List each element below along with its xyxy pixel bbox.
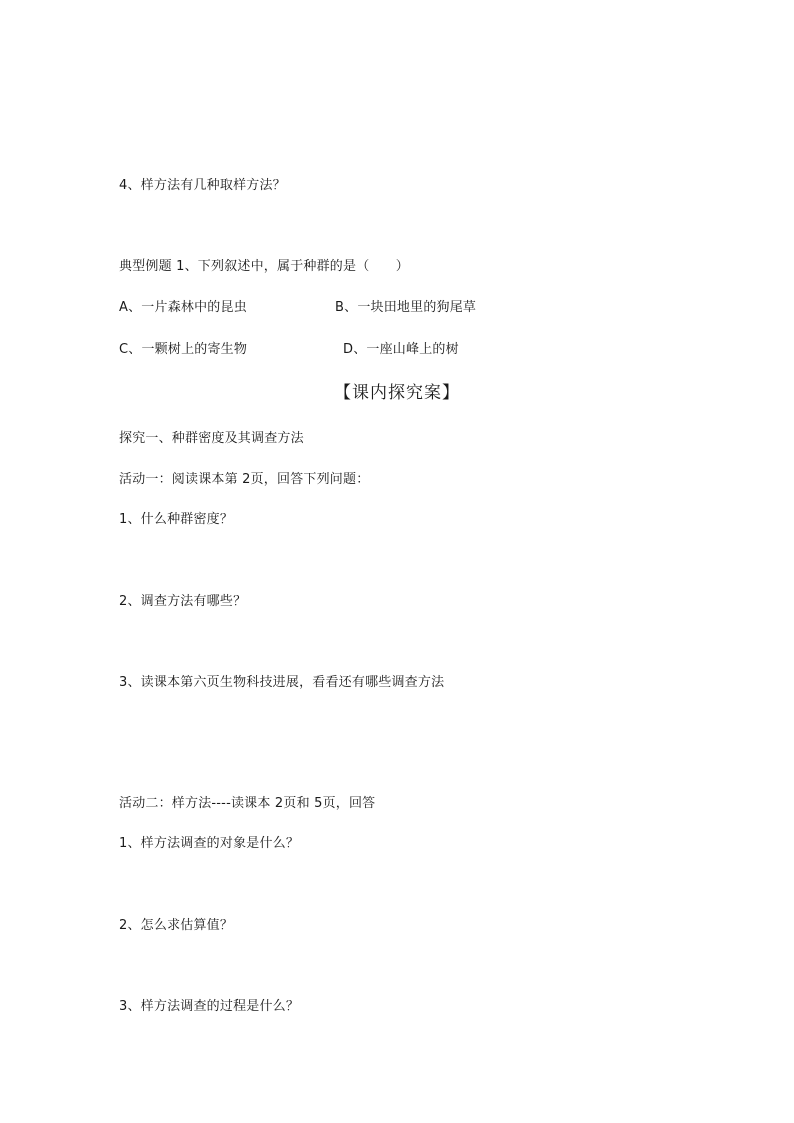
activity-2-question-3: 3、样方法调查的过程是什么？ — [119, 999, 300, 1014]
inquiry-title: 探究一、种群密度及其调查方法 — [119, 431, 304, 446]
option-c: C、一颗树上的寄生物 — [119, 342, 248, 357]
activity-1-title: 活动一：阅读课本第 2页，回答下列问题： — [119, 472, 370, 487]
activity-2-question-2: 2、怎么求估算值？ — [119, 918, 234, 933]
option-b: B、一块田地里的狗尾草 — [335, 300, 477, 315]
option-d: D、一座山峰上的树 — [343, 342, 459, 357]
section-heading: 【课内探究案】 — [334, 383, 460, 403]
question-4: 4、样方法有几种取样方法？ — [119, 178, 286, 193]
option-a: A、一片森林中的昆虫 — [119, 300, 247, 315]
activity-2-title: 活动二：样方法----读课本 2页和 5页，回答 — [119, 796, 376, 811]
example-question: 典型例题 1、下列叙述中，属于种群的是（ ） — [119, 259, 410, 274]
activity-1-question-1: 1、什么种群密度？ — [119, 512, 234, 527]
activity-1-question-3: 3、读课本第六页生物科技进展，看看还有哪些调查方法 — [119, 675, 445, 690]
activity-2-question-1: 1、样方法调查的对象是什么？ — [119, 836, 300, 851]
activity-1-question-2: 2、调查方法有哪些？ — [119, 594, 247, 609]
